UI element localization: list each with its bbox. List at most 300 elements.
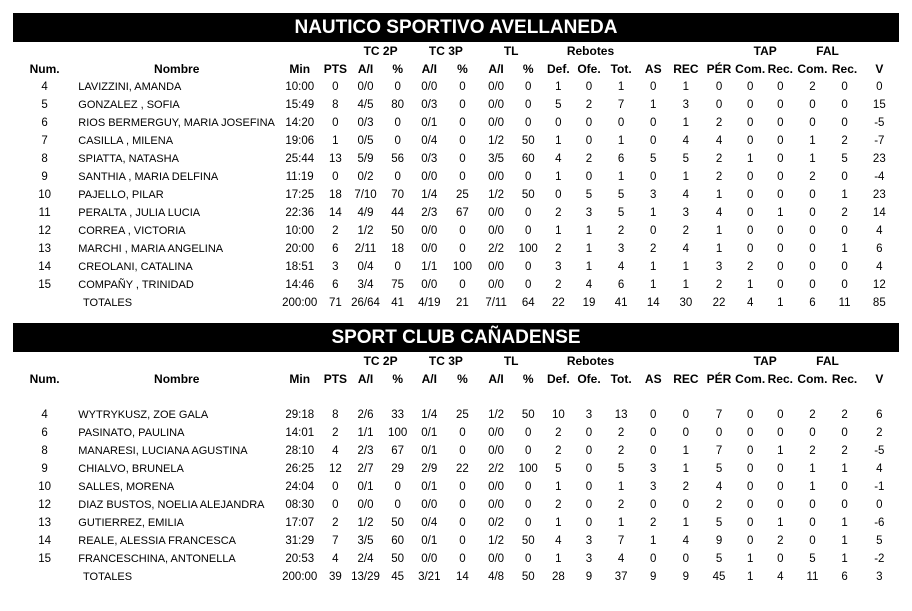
player-row — [13, 460, 899, 478]
cell-as: 0 — [650, 117, 657, 129]
cell-reb-def: 1 — [555, 517, 562, 529]
cell-tc3p-pct: 0 — [459, 117, 466, 129]
cell-tap-com: 1 — [746, 153, 754, 165]
cell-tap-rec: 0 — [777, 81, 784, 93]
totals-tl-ai: 4/8 — [488, 571, 505, 583]
cell-fal-com: 0 — [809, 535, 816, 547]
cell-reb-def: 1 — [555, 553, 562, 565]
cell-rec: 1 — [682, 463, 690, 475]
cell-pts: 18 — [328, 189, 342, 201]
cell-v: 0 — [876, 499, 883, 511]
header-rec: REC — [673, 372, 699, 386]
cell-tl-pct: 100 — [518, 463, 538, 475]
cell-tap-rec: 0 — [777, 99, 784, 111]
cell-num: 15 — [38, 553, 52, 565]
cell-num: 14 — [38, 261, 52, 273]
totals-as: 14 — [646, 297, 660, 309]
cell-tc2p-pct: 70 — [391, 189, 405, 201]
cell-tl-ai: 0/0 — [488, 445, 505, 457]
box-score-table — [13, 352, 899, 586]
cell-tc2p-ai: 3/4 — [357, 279, 374, 291]
cell-tl-pct: 50 — [521, 535, 535, 547]
header-fal-rec: Rec. — [831, 372, 858, 386]
cell-tc3p-pct: 0 — [459, 481, 466, 493]
cell-tl-pct: 0 — [525, 517, 532, 529]
cell-tap-rec: 0 — [777, 153, 784, 165]
cell-rec: 1 — [682, 81, 690, 93]
cell-reb-tot: 2 — [617, 499, 625, 511]
cell-rec: 0 — [682, 499, 690, 511]
header-tl-ai: A/I — [488, 372, 504, 386]
cell-min: 28:10 — [285, 445, 315, 457]
totals-tc3p-ai: 3/21 — [418, 571, 441, 583]
cell-rec: 1 — [682, 117, 690, 129]
cell-v: -6 — [874, 517, 885, 529]
cell-per: 3 — [715, 261, 723, 273]
header-fal-com: Com. — [797, 62, 828, 76]
totals-tl-ai: 7/11 — [485, 297, 507, 309]
cell-reb-tot: 6 — [617, 153, 625, 165]
cell-reb-tot: 5 — [617, 189, 625, 201]
cell-reb-def: 2 — [555, 499, 562, 511]
cell-tc2p-ai: 2/3 — [357, 445, 374, 457]
cell-tl-pct: 0 — [525, 481, 532, 493]
header-blank — [13, 352, 348, 370]
cell-pts: 0 — [332, 171, 339, 183]
cell-num: 4 — [41, 81, 48, 93]
header-tc3p-ai: A/I — [421, 62, 437, 76]
cell-tc3p-ai: 0/3 — [421, 153, 438, 165]
cell-reb-def: 2 — [555, 243, 562, 255]
cell-reb-ofe: 3 — [585, 535, 593, 547]
cell-tc2p-ai: 0/5 — [357, 135, 374, 147]
cell-tc3p-ai: 2/9 — [421, 463, 438, 475]
cell-tl-pct: 0 — [525, 445, 532, 457]
header-group-tl: TL — [503, 354, 519, 368]
cell-tap-com: 0 — [746, 445, 754, 457]
cell-as: 0 — [650, 445, 657, 457]
column-header-row — [13, 370, 899, 388]
cell-fal-rec: 1 — [841, 553, 848, 565]
cell-tc3p-pct: 0 — [459, 279, 466, 291]
cell-as: 5 — [650, 153, 657, 165]
cell-nombre: GUTIERREZ, EMILIA — [78, 517, 185, 529]
totals-v: 85 — [872, 297, 886, 309]
cell-reb-tot: 13 — [614, 409, 628, 421]
cell-tap-rec: 0 — [777, 279, 784, 291]
cell-tap-rec: 0 — [777, 135, 784, 147]
cell-num: 8 — [41, 445, 48, 457]
cell-tc3p-pct: 0 — [459, 99, 466, 111]
cell-tc2p-ai: 2/6 — [357, 409, 374, 421]
cell-tap-com: 1 — [746, 553, 754, 565]
cell-per: 0 — [715, 81, 723, 93]
cell-tc2p-pct: 0 — [394, 171, 401, 183]
header-blank — [638, 42, 735, 60]
cell-tap-com: 0 — [746, 99, 754, 111]
cell-fal-rec: 2 — [841, 135, 848, 147]
cell-nombre: RIOS BERMERGUY, MARIA JOSEFINA — [78, 117, 275, 129]
cell-tc2p-ai: 2/7 — [357, 463, 374, 475]
cell-v: 4 — [876, 463, 883, 475]
cell-fal-com: 1 — [809, 463, 816, 475]
header-pts: PTS — [323, 62, 348, 76]
cell-pts: 3 — [332, 261, 339, 273]
totals-reb-ofe: 19 — [582, 297, 596, 309]
cell-reb-def: 5 — [555, 463, 562, 475]
cell-tl-pct: 0 — [525, 81, 532, 93]
cell-tc3p-ai: 0/1 — [421, 481, 438, 493]
cell-num: 7 — [41, 135, 48, 147]
cell-fal-rec: 0 — [841, 81, 848, 93]
cell-fal-rec: 0 — [841, 499, 848, 511]
cell-tc3p-ai: 0/3 — [421, 99, 438, 111]
cell-reb-ofe: 1 — [585, 225, 593, 237]
cell-tc2p-pct: 0 — [394, 117, 401, 129]
cell-fal-rec: 0 — [841, 427, 848, 439]
header-tc3p-ai: A/I — [421, 372, 437, 386]
cell-tc3p-ai: 0/1 — [421, 535, 438, 547]
cell-nombre: REALE, ALESSIA FRANCESCA — [78, 535, 236, 547]
cell-nombre: MANARESI, LUCIANA AGUSTINA — [78, 445, 248, 457]
cell-reb-ofe: 0 — [585, 481, 593, 493]
player-row — [13, 240, 899, 258]
cell-nombre: WYTRYKUSZ, ZOE GALA — [78, 409, 209, 421]
cell-rec: 0 — [682, 409, 690, 421]
cell-fal-com: 0 — [809, 189, 816, 201]
player-row — [13, 114, 899, 132]
header-blank — [13, 42, 348, 60]
header-v: V — [875, 372, 884, 386]
cell-tc3p-ai: 1/4 — [421, 409, 438, 421]
player-row — [13, 222, 899, 240]
cell-as: 0 — [650, 225, 657, 237]
cell-reb-def: 1 — [555, 81, 562, 93]
cell-tc3p-ai: 0/4 — [421, 517, 438, 529]
cell-reb-tot: 6 — [617, 279, 625, 291]
cell-num: 5 — [41, 99, 48, 111]
cell-reb-tot: 1 — [617, 135, 625, 147]
totals-tc2p-ai: 26/64 — [351, 297, 380, 309]
cell-fal-rec: 0 — [841, 225, 848, 237]
cell-fal-rec: 0 — [841, 117, 848, 129]
cell-tl-ai: 0/0 — [488, 427, 505, 439]
cell-tc2p-pct: 18 — [391, 243, 405, 255]
totals-pts: 71 — [328, 297, 342, 309]
player-row — [13, 96, 899, 114]
cell-reb-ofe: 2 — [585, 99, 593, 111]
cell-rec: 0 — [682, 427, 690, 439]
totals-tc3p-ai: 4/19 — [418, 297, 441, 309]
cell-num: 12 — [38, 499, 52, 511]
cell-fal-rec: 2 — [841, 409, 848, 421]
cell-tc2p-pct: 0 — [394, 481, 401, 493]
cell-min: 19:06 — [285, 135, 315, 147]
cell-tc2p-ai: 3/5 — [357, 535, 374, 547]
header-tc2p-pct: % — [392, 372, 403, 386]
cell-num: 10 — [38, 481, 52, 493]
cell-tc3p-pct: 25 — [456, 189, 469, 201]
cell-min: 08:30 — [285, 499, 315, 511]
cell-num: 6 — [41, 117, 48, 129]
cell-as: 1 — [650, 279, 657, 291]
header-nombre: Nombre — [154, 372, 200, 386]
cell-v: 0 — [876, 81, 883, 93]
cell-tap-com: 0 — [746, 135, 754, 147]
cell-reb-tot: 1 — [617, 171, 625, 183]
totals-reb-tot: 37 — [614, 571, 628, 583]
cell-tl-ai: 0/0 — [488, 117, 505, 129]
cell-tc2p-pct: 75 — [391, 279, 405, 291]
cell-min: 14:46 — [285, 279, 315, 291]
cell-tc2p-pct: 29 — [391, 463, 405, 475]
cell-pts: 8 — [332, 409, 339, 421]
cell-tap-com: 0 — [746, 463, 754, 475]
header-blank — [638, 352, 735, 370]
cell-min: 26:25 — [285, 463, 315, 475]
cell-tc3p-ai: 0/0 — [421, 81, 438, 93]
cell-reb-ofe: 0 — [585, 463, 593, 475]
cell-reb-def: 2 — [555, 279, 562, 291]
cell-reb-ofe: 3 — [585, 207, 593, 219]
cell-fal-com: 1 — [809, 153, 816, 165]
cell-as: 1 — [650, 261, 657, 273]
cell-fal-rec: 1 — [841, 189, 848, 201]
cell-tc3p-ai: 0/1 — [421, 427, 438, 439]
cell-tl-pct: 50 — [521, 135, 535, 147]
header-num: Num. — [29, 372, 60, 386]
cell-nombre: PAJELLO, PILAR — [78, 189, 164, 201]
cell-reb-ofe: 0 — [585, 517, 593, 529]
cell-rec: 3 — [682, 99, 690, 111]
cell-reb-def: 5 — [555, 99, 562, 111]
cell-tl-pct: 0 — [525, 279, 532, 291]
cell-tl-ai: 1/2 — [488, 189, 505, 201]
cell-v: 23 — [872, 189, 886, 201]
cell-tc2p-ai: 1/2 — [357, 225, 374, 237]
cell-tap-rec: 0 — [777, 117, 784, 129]
cell-tc3p-pct: 0 — [459, 499, 466, 511]
cell-tap-com: 0 — [746, 535, 754, 547]
cell-pts: 2 — [332, 517, 339, 529]
header-tc2p-pct: % — [392, 62, 403, 76]
cell-tc3p-pct: 100 — [452, 261, 473, 273]
cell-reb-tot: 2 — [617, 445, 625, 457]
cell-reb-ofe: 3 — [585, 553, 593, 565]
header-tl-pct: % — [522, 372, 534, 386]
cell-tc3p-pct: 0 — [459, 243, 466, 255]
cell-num: 9 — [41, 171, 48, 183]
cell-tc3p-ai: 0/0 — [421, 499, 438, 511]
totals-as: 9 — [650, 571, 657, 583]
cell-tc3p-ai: 0/0 — [421, 171, 438, 183]
cell-tap-com: 0 — [746, 517, 754, 529]
cell-reb-def: 1 — [555, 225, 562, 237]
cell-pts: 0 — [332, 481, 339, 493]
cell-as: 0 — [650, 135, 657, 147]
cell-min: 14:20 — [285, 117, 315, 129]
header-reb-tot: Tot. — [610, 62, 632, 76]
header-group-fal: FAL — [816, 44, 839, 58]
cell-tc2p-ai: 0/0 — [357, 499, 374, 511]
totals-v: 3 — [876, 571, 883, 583]
cell-tc2p-ai: 0/3 — [357, 117, 374, 129]
cell-nombre: LAVIZZINI, AMANDA — [78, 81, 182, 93]
cell-min: 10:00 — [285, 225, 315, 237]
cell-per: 2 — [715, 171, 723, 183]
team-section — [13, 13, 899, 312]
header-group-fal: FAL — [816, 354, 839, 368]
cell-tc3p-ai: 0/0 — [421, 243, 438, 255]
totals-per: 22 — [712, 297, 726, 309]
cell-tap-rec: 0 — [777, 243, 784, 255]
cell-fal-rec: 2 — [841, 207, 848, 219]
cell-as: 2 — [650, 243, 657, 255]
cell-nombre: SANTHIA , MARIA DELFINA — [78, 171, 219, 183]
header-reb-tot: Tot. — [610, 372, 632, 386]
cell-per: 0 — [715, 99, 723, 111]
cell-reb-tot: 5 — [617, 463, 625, 475]
cell-rec: 3 — [682, 207, 690, 219]
totals-reb-tot: 41 — [614, 297, 628, 309]
cell-tc3p-pct: 0 — [459, 153, 466, 165]
cell-tc3p-ai: 0/4 — [421, 135, 438, 147]
cell-fal-com: 0 — [809, 279, 816, 291]
cell-num: 15 — [38, 279, 52, 291]
cell-min: 11:19 — [285, 171, 314, 183]
cell-fal-com: 5 — [809, 553, 816, 565]
cell-rec: 4 — [682, 535, 690, 547]
header-as: AS — [644, 372, 662, 386]
cell-rec: 2 — [682, 225, 690, 237]
cell-min: 17:25 — [285, 189, 315, 201]
player-row — [13, 132, 899, 150]
cell-tap-rec: 1 — [777, 207, 784, 219]
cell-tc2p-pct: 80 — [391, 99, 405, 111]
cell-per: 0 — [715, 427, 723, 439]
cell-tc3p-pct: 25 — [456, 409, 469, 421]
cell-tl-ai: 1/2 — [488, 135, 505, 147]
player-row — [13, 78, 899, 96]
cell-v: 15 — [872, 99, 886, 111]
cell-reb-tot: 1 — [617, 481, 625, 493]
cell-nombre: CHIALVO, BRUNELA — [78, 463, 184, 475]
cell-tap-rec: 0 — [777, 171, 784, 183]
cell-as: 0 — [650, 409, 657, 421]
header-tc3p-pct: % — [457, 372, 468, 386]
cell-v: -5 — [874, 117, 885, 129]
cell-tap-rec: 0 — [777, 481, 784, 493]
cell-tc2p-ai: 4/9 — [357, 207, 374, 219]
cell-fal-com: 0 — [809, 427, 816, 439]
cell-tc2p-pct: 0 — [394, 81, 401, 93]
totals-min: 200:00 — [282, 571, 318, 583]
cell-num: 13 — [38, 243, 52, 255]
totals-row — [13, 568, 899, 586]
cell-tl-pct: 0 — [525, 171, 532, 183]
cell-pts: 7 — [332, 535, 339, 547]
cell-per: 7 — [715, 409, 723, 421]
cell-pts: 14 — [328, 207, 342, 219]
team-name-banner: NAUTICO SPORTIVO AVELLANEDA — [13, 13, 899, 42]
cell-fal-com: 0 — [809, 99, 816, 111]
cell-reb-ofe: 0 — [585, 445, 593, 457]
cell-as: 3 — [650, 481, 657, 493]
spacer-cell — [13, 388, 899, 406]
player-row — [13, 258, 899, 276]
cell-tc3p-pct: 0 — [459, 445, 466, 457]
cell-tc2p-pct: 50 — [391, 553, 405, 565]
cell-fal-com: 2 — [809, 81, 816, 93]
cell-v: 5 — [876, 535, 883, 547]
cell-reb-tot: 3 — [617, 243, 625, 255]
header-rec: REC — [673, 62, 699, 76]
cell-v: 12 — [872, 279, 886, 291]
cell-tap-com: 0 — [746, 117, 754, 129]
cell-pts: 6 — [332, 243, 339, 255]
cell-min: 17:07 — [285, 517, 315, 529]
cell-per: 2 — [715, 153, 723, 165]
cell-per: 5 — [715, 553, 723, 565]
cell-tl-ai: 0/0 — [488, 171, 505, 183]
cell-tap-rec: 0 — [777, 463, 784, 475]
cell-tap-rec: 1 — [777, 445, 784, 457]
cell-pts: 4 — [332, 553, 339, 565]
cell-pts: 8 — [332, 99, 339, 111]
totals-tc2p-ai: 13/29 — [351, 571, 380, 583]
cell-tap-rec: 2 — [777, 535, 784, 547]
cell-tc2p-pct: 60 — [391, 535, 405, 547]
header-per: PÉR — [706, 372, 732, 386]
cell-nombre: COMPAÑY , TRINIDAD — [78, 279, 194, 291]
cell-tl-pct: 60 — [521, 153, 535, 165]
player-row — [13, 478, 899, 496]
totals-tc3p-pct: 14 — [456, 571, 469, 583]
cell-as: 0 — [650, 499, 657, 511]
cell-tc2p-ai: 0/0 — [357, 81, 374, 93]
cell-min: 10:00 — [285, 81, 315, 93]
cell-tc2p-pct: 0 — [394, 499, 401, 511]
header-blank — [860, 352, 899, 370]
cell-fal-rec: 1 — [841, 243, 848, 255]
cell-tc2p-pct: 33 — [391, 409, 405, 421]
totals-reb-def: 28 — [551, 571, 565, 583]
player-row — [13, 532, 899, 550]
cell-tl-ai: 0/0 — [488, 481, 505, 493]
cell-as: 0 — [650, 553, 657, 565]
cell-tc3p-pct: 67 — [456, 207, 469, 219]
cell-tc3p-pct: 0 — [459, 427, 466, 439]
cell-reb-ofe: 5 — [585, 189, 593, 201]
cell-v: -4 — [874, 171, 885, 183]
cell-tc2p-ai: 0/1 — [357, 481, 374, 493]
totals-pts: 39 — [328, 571, 342, 583]
header-group-tc3p: TC 3P — [428, 354, 463, 368]
totals-per: 45 — [712, 571, 726, 583]
player-row — [13, 496, 899, 514]
cell-tap-com: 0 — [746, 409, 754, 421]
cell-tl-ai: 2/2 — [488, 243, 505, 255]
cell-nombre: MARCHI , MARIA ANGELINA — [78, 243, 224, 255]
header-min: Min — [289, 372, 311, 386]
cell-tc2p-pct: 50 — [391, 517, 405, 529]
cell-num: 6 — [41, 427, 48, 439]
cell-tc3p-ai: 0/1 — [421, 117, 438, 129]
cell-per: 2 — [715, 279, 723, 291]
cell-reb-def: 2 — [555, 207, 562, 219]
cell-min: 31:29 — [285, 535, 315, 547]
cell-reb-tot: 4 — [617, 261, 625, 273]
